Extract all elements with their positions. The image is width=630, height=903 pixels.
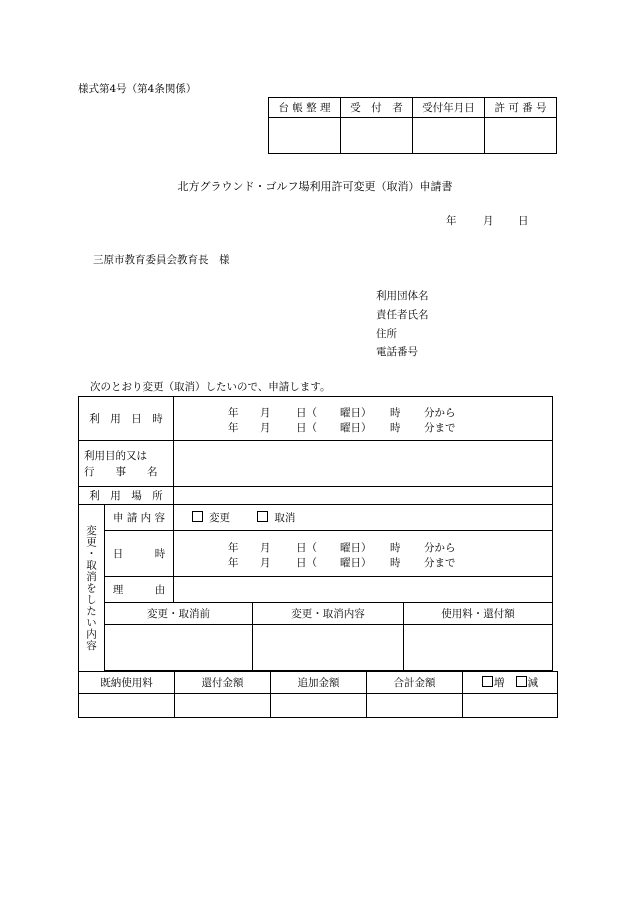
office-cell-receiver[interactable]: [341, 118, 413, 154]
fee-refund-amount-cell[interactable]: [175, 694, 271, 718]
chg-dt-day-1: 日（: [296, 541, 317, 554]
place-cell[interactable]: [174, 487, 553, 505]
date-month: 月: [483, 215, 494, 227]
use-dt-weekday-1: 曜日）: [340, 406, 372, 419]
office-header-permit-no: 許 可 番 号: [485, 98, 557, 118]
purpose-label-line2: 行 事 名: [84, 465, 158, 478]
fee-refund-amount-label: 還付金額: [175, 672, 271, 694]
form-title: 北方グラウンド・ゴルフ場利用許可変更（取消）申請書: [177, 180, 453, 193]
inc-dec-cell: [463, 672, 558, 694]
fee-total-label: 合計金額: [367, 672, 463, 694]
use-datetime-cell[interactable]: [174, 397, 553, 441]
use-dt-weekday-2: 曜日）: [340, 421, 372, 434]
use-dt-year-1: 年: [228, 406, 239, 419]
applicant-group-label: 利用団体名: [376, 290, 429, 302]
fee-added-cell[interactable]: [271, 694, 367, 718]
increase-checkbox[interactable]: [482, 676, 493, 687]
inc-dec-value-cell[interactable]: [463, 694, 558, 718]
use-dt-hour-1: 時: [390, 406, 401, 419]
fee-refund-label: 使用料・還付額: [404, 603, 553, 625]
purpose-label-line1: 利用目的又は: [84, 449, 147, 462]
change-section-label: [79, 505, 105, 672]
use-dt-day-2: 日（: [296, 421, 317, 434]
office-cell-receipt-date[interactable]: [413, 118, 485, 154]
request-content-label: 申 請 内 容: [105, 505, 174, 531]
request-content-cell: [174, 505, 553, 531]
chg-dt-weekday-2: 曜日）: [340, 556, 372, 569]
use-dt-day-1: 日（: [296, 406, 317, 419]
decrease-checkbox[interactable]: [516, 676, 527, 687]
chg-dt-hour-1: 時: [390, 541, 401, 554]
office-cell-ledger[interactable]: [269, 118, 341, 154]
before-cell[interactable]: [105, 625, 253, 671]
use-dt-month-1: 月: [260, 406, 271, 419]
chg-dt-day-2: 日（: [296, 556, 317, 569]
reason-cell[interactable]: [174, 577, 553, 603]
applicant-phone-label: 電話番号: [376, 346, 418, 358]
chg-dt-hour-2: 時: [390, 556, 401, 569]
decrease-option[interactable]: 減: [516, 677, 539, 689]
main-form-table: [78, 396, 553, 672]
applicant-address-label: 住所: [376, 328, 397, 340]
chg-dt-from: 分から: [424, 541, 456, 554]
use-dt-to: 分まで: [424, 421, 456, 434]
use-dt-year-2: 年: [228, 421, 239, 434]
place-label: 利 用 場 所: [79, 487, 174, 505]
before-label: 変更・取消前: [105, 603, 253, 625]
fee-refund-cell[interactable]: [404, 625, 553, 671]
use-dt-hour-2: 時: [390, 421, 401, 434]
chg-dt-weekday-1: 曜日）: [340, 541, 372, 554]
office-header-ledger: 台 帳 整 理: [269, 98, 341, 118]
use-dt-month-2: 月: [260, 421, 271, 434]
change-datetime-label: 日 時: [105, 531, 174, 577]
fee-table: [78, 671, 558, 718]
increase-option[interactable]: 増: [482, 677, 505, 689]
form-number: 様式第4号（第4条関係）: [78, 83, 197, 95]
date-day: 日: [518, 215, 529, 227]
use-datetime-label: 利 用 日 時: [79, 397, 174, 441]
fee-total-cell[interactable]: [367, 694, 463, 718]
office-header-receiver: 受 付 者: [341, 98, 413, 118]
date-year: 年: [446, 215, 457, 227]
office-header-receipt-date: 受付年月日: [413, 98, 485, 118]
chg-dt-year-2: 年: [228, 556, 239, 569]
cancel-checkbox[interactable]: [257, 511, 268, 522]
addressee: 三原市教育委員会教育長 様: [93, 254, 230, 266]
chg-dt-to: 分まで: [424, 556, 456, 569]
change-datetime-cell[interactable]: [174, 531, 553, 577]
applicant-responsible-label: 責任者氏名: [376, 309, 429, 321]
reason-label: 理 由: [105, 577, 174, 603]
fee-paid-label: 既納使用料: [79, 672, 175, 694]
intro-text: 次のとおり変更（取消）したいので、申請します。: [90, 381, 331, 393]
office-cell-permit-no[interactable]: [485, 118, 557, 154]
purpose-label: [79, 441, 174, 487]
chg-dt-year-1: 年: [228, 541, 239, 554]
content-label: 変更・取消内容: [253, 603, 404, 625]
office-use-table: [268, 97, 557, 154]
change-checkbox[interactable]: [192, 511, 203, 522]
chg-dt-month-2: 月: [260, 556, 271, 569]
change-option[interactable]: 変更: [192, 512, 230, 524]
cancel-option[interactable]: 取消: [257, 512, 295, 524]
fee-paid-cell[interactable]: [79, 694, 175, 718]
purpose-cell[interactable]: [174, 441, 553, 487]
fee-added-label: 追加金額: [271, 672, 367, 694]
content-cell[interactable]: [253, 625, 404, 671]
use-dt-from: 分から: [424, 406, 456, 419]
change-vertical-text: 変更・取消をしたい内容: [85, 524, 97, 651]
chg-dt-month-1: 月: [260, 541, 271, 554]
